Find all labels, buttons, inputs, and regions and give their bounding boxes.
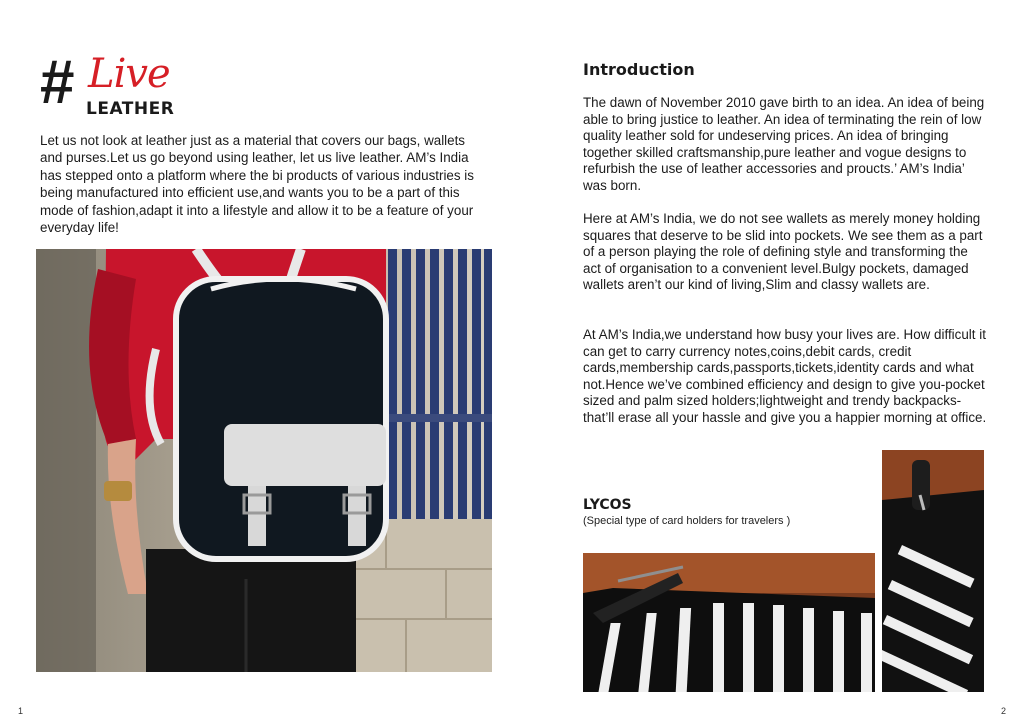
right-page	[512, 0, 1024, 724]
wallet-closeup-photo	[882, 450, 984, 692]
introduction-heading: Introduction	[583, 60, 695, 79]
page-number: 1	[18, 706, 24, 716]
intro-paragraph-3: At AM’s India,we understand how busy your lives are. How difficult it can get to carry currency notes,coins,debit cards, credit cards,membership cards,passports,tickets,identity cards and what not.Hence we’ve combined efficiency and design to give you-pocket sized and palm sized holders;lightweight and trendy backpacks-that’ll erase all your hassle and give you a happier morning at office.	[583, 327, 987, 425]
lycos-title: LYCOS	[583, 497, 632, 513]
logo-leather: LEATHER	[86, 99, 175, 119]
backpack-photo	[36, 249, 492, 672]
intro-paragraph-2: Here at AM’s India, we do not see wallets as merely money holding squares that deserve to be slid into pockets. We see them as a part of a person playing the role of defining style and transforming the act of organisation to a convenient level.Bulgy pockets, damaged wallets aren’t our kind of living,Slim and classy wallets are.	[583, 211, 983, 293]
intro-text: Let us not look at leather just as a material that covers our bags, wallets and purses.Let us go beyond using leather, let us live leather. AM’s India has stepped onto a platform where the bi products of various industries is being manufactured into efficient use,and wants you to be a part of this mode of fashion,adapt it into a lifestyle and allow it to be a feature of your everyday life!	[40, 133, 474, 236]
intro-paragraph-1: The dawn of November 2010 gave birth to an idea. An idea of being able to bring justice to leather. An idea of terminating the rein of low quality leather sold for undeserving prices. An idea of bringing together skilled craftsmanship,pure leather and vogue designs to refurbish the use of leather accessories and proucts.’ AM’s India’ was born.	[583, 95, 985, 193]
wallet-open-photo	[583, 553, 875, 692]
lycos-subtitle: (Special type of card holders for travelers )	[583, 515, 791, 527]
live-leather-logo	[40, 48, 190, 120]
page-number: 2	[1000, 706, 1006, 716]
logo-live: Live	[88, 51, 170, 97]
logo-hash: #	[40, 48, 73, 117]
